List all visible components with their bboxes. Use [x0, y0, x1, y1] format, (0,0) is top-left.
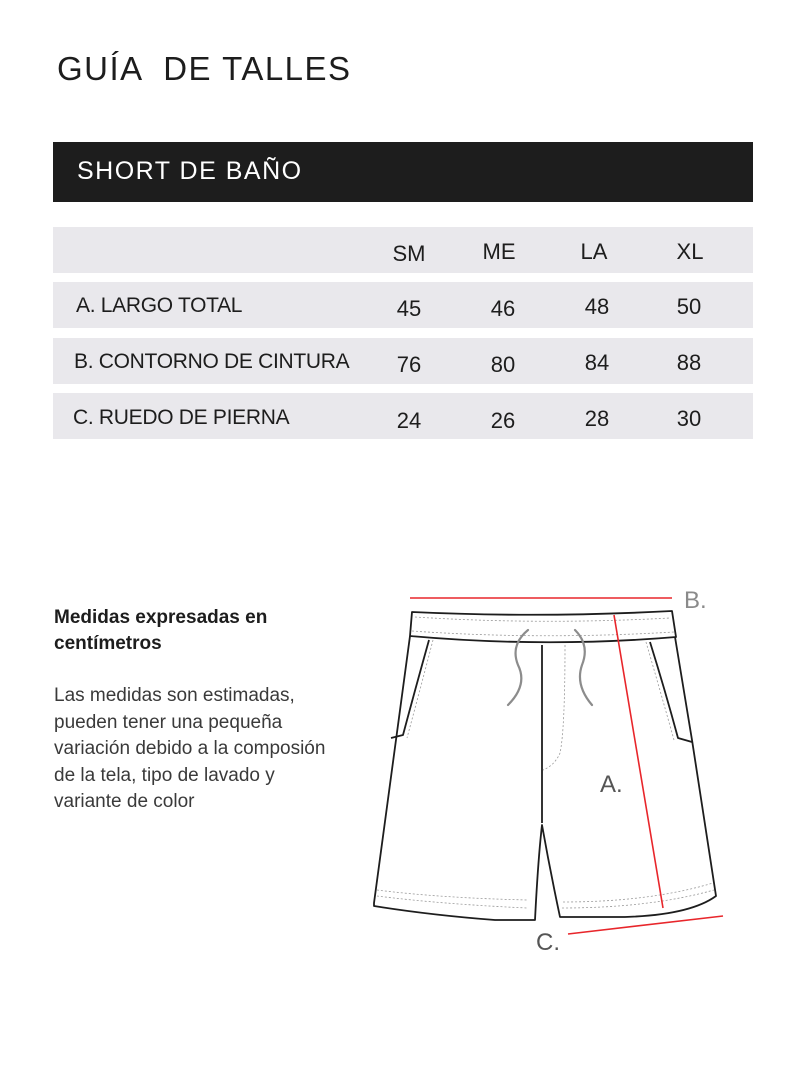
- value-me: 46: [490, 296, 516, 321]
- units-heading: Medidas expresadas en centímetros: [54, 607, 268, 654]
- value-la: 28: [584, 406, 610, 431]
- value-sm: 45: [396, 296, 422, 321]
- size-header-xl: XL: [676, 239, 704, 264]
- row-label: B. CONTORNO DE CINTURA: [74, 350, 350, 373]
- row-label: C. RUEDO DE PIERNA: [73, 406, 290, 429]
- value-la: 48: [584, 294, 610, 319]
- size-header-la: LA: [580, 239, 608, 264]
- value-me: 80: [490, 352, 516, 377]
- value-xl: 30: [676, 406, 702, 431]
- shorts-diagram: [360, 570, 740, 970]
- page-title: GUÍA DE TALLES: [57, 50, 352, 87]
- product-banner: [53, 142, 753, 202]
- value-xl: 88: [676, 350, 702, 375]
- measure-label-b: B.: [684, 587, 707, 614]
- value-xl: 50: [676, 294, 702, 319]
- value-la: 84: [584, 350, 610, 375]
- disclaimer-text: Las medidas son estimadas, pueden tener una pequeña variación debido a la composión de la tela, tipo de lavado y variante de color: [54, 685, 326, 812]
- measure-label-c: C.: [536, 929, 560, 956]
- measure-label-a: A.: [600, 771, 623, 798]
- table-row: [53, 282, 753, 328]
- product-name: SHORT DE BAÑO: [77, 157, 303, 185]
- table-row: [53, 393, 753, 439]
- table-row: [53, 338, 753, 384]
- size-header-me: ME: [482, 239, 516, 264]
- value-sm: 24: [396, 408, 422, 433]
- size-header-sm: SM: [392, 241, 426, 266]
- value-sm: 76: [396, 352, 422, 377]
- table-header-row: [53, 227, 753, 273]
- value-me: 26: [490, 408, 516, 433]
- row-label: A. LARGO TOTAL: [76, 294, 243, 317]
